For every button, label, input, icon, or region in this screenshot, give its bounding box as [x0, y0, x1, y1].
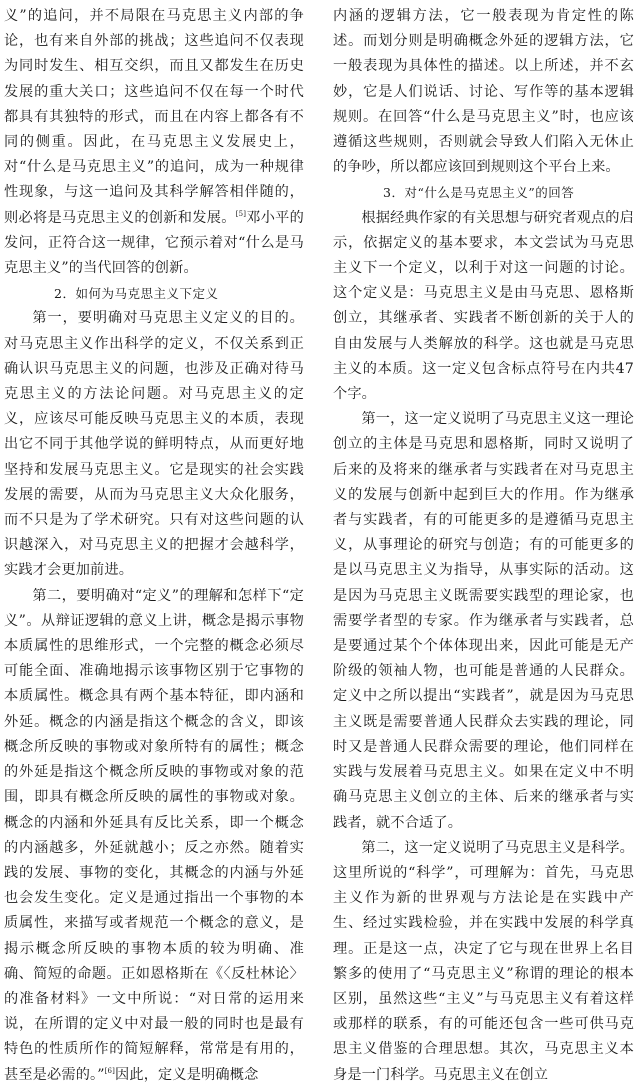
footnote-ref: [5]	[235, 209, 247, 218]
paragraph: 根据经典作家的有关思想与研究者观点的启示，依据定义的基本要求，本文尝试为马克思主义下一个定义，以利于对这一问题的讨论。这个定义是：马克思主义是由马克思、恩格斯创立，其继承者、实践者不断创新的关于人的自由发展与人类解放的科学。这也就是马克思主义的本质。这一定义包含标点符号在内共47个字。	[333, 209, 634, 403]
paragraph: 第二，要明确对“定义”的理解和怎样下“定义”。从辩证逻辑的意义上讲，概念是揭示事物本质属性的思维形式，一个完整的概念必须尽可能全面、准确地揭示该事物区别于它事物的本质属性。概念具有两个基本特征，即内涵和外延。概念的内涵是指这个概念的含义，即该概念所反映的事物或对象所特有的属性；概念的外延是指这个概念所反映的事物或对象的范围，即具有概念所反映的属性的事物或对象。概念的内涵和外延具有反比关系，即一个概念的内涵越多，外延就越小；反之亦然。随着实践的发展、事物的变化，其概念的内涵与外延也会发生变化。定义是通过指出一个事物的本质属性，来描写或者规范一个概念的意义，是揭示概念所反映的事物本质的较为明确、准确、简短的命题。正如恩格斯在《〈反杜林论〉的准备材料》一文中所说：“对日常的运用来说，在所谓的定义中对最一般的同时也是最有特色的性质所作的简短解释，常常是有用的，甚至是必需的。”[6]因此，定义是明确概念	[4, 587, 304, 1083]
paragraph: 义”的追问，并不局限在马克思主义内部的争论，也有来自外部的挑战；这些追问不仅表现为同时发生、相互交织，而且又都发生在历史发展的重大关口；这些追问不仅在每一个时代都具有其独特的形式，而且在内容上都各有不同的侧重。因此，在马克思主义发展史上，对“什么是马克思主义”的追问，成为一种规律性现象，与这一追问及其科学解答相伴随的，则必将是马克思主义的创新和发展。[5]邓小平的发问，正符合这一规律，它预示着对“什么是马克思主义”的当代回答的创新。	[4, 8, 305, 277]
section-heading: 3．对“什么是马克思主义”的回答	[383, 185, 575, 201]
paragraph: 第一，这一定义说明了马克思主义这一理论创立的主体是马克思和恩格斯，同时又说明了后来的及将来的继承者与实践者在对马克思主义的发展与创新中起到巨大的作用。作为继承者与实践者，有的可能更多的是遵循马克思主义，从事理论的研究与创造；有的可能更多的是以马克思主义为指导，从事实际的活动。这是因为马克思主义既需要实践型的理论家，也需要学者型的专家。作为继承者与实践者，总是要通过某个个体体现出来，因此可能是无产阶级的领袖人物，也可能是普通的人民群众。定义中之所以提出“实践者”，就是因为马克思主义既是需要普通人民群众去实践的理论，同时又是普通人民群众需要的理论，他们同样在实践与发展着马克思主义。如果在定义中不明确马克思主义创立的主体、后来的继承者与实践者，就不合适了。	[333, 411, 634, 831]
right-column	[333, 4, 634, 1088]
footnote-ref: [6]	[104, 1066, 116, 1075]
left-column	[4, 4, 304, 1088]
paragraph: 第一，要明确对马克思主义定义的目的。对马克思主义作出科学的定义，不仅关系到正确认识马克思主义的问题，也涉及正确对待马克思主义的方法论问题。对马克思主义的定义，应该尽可能反映马克思主义的本质，表现出它不同于其他学说的鲜明特点，从而更好地坚持和发展马克思主义。它是现实的社会实践发展的需要，从而为马克思主义大众化服务，而不只是为了学术研究。只有对这些问题的认识越深入，对马克思主义的把握才会越科学，实践才会更加前进。	[4, 310, 304, 579]
section-heading: 2．如何为马克思主义下定义	[54, 286, 219, 302]
paragraph: 第二，这一定义说明了马克思主义是科学。这里所说的“科学”，可理解为：首先，马克思主义作为新的世界观与方法论是在实践中产生、经过实践检验，并在实践中发展的科学真理。正是这一点，决定了它与现在世界上名目繁多的使用了“马克思主义”称谓的理论的根本区别，虽然这些“主义”与马克思主义有着这样或那样的联系，有的可能还包含一些可供马克思主义借鉴的合理思想。其次，马克思主义本身是一门科学。马克思主义在创立	[333, 839, 634, 1083]
paragraph: 内涵的逻辑方法，它一般表现为肯定性的陈述。而划分则是明确概念外延的逻辑方法，它一般表现为具体性的描述。以上所述，并不玄妙，它是人们说话、讨论、写作等的基本逻辑规则。在回答“什么是马克思主义”时，也应该遵循这些规则，否则就会导致人们陷入无休止的争吵，所以都应该回到规则这个平台上来。	[333, 8, 634, 176]
